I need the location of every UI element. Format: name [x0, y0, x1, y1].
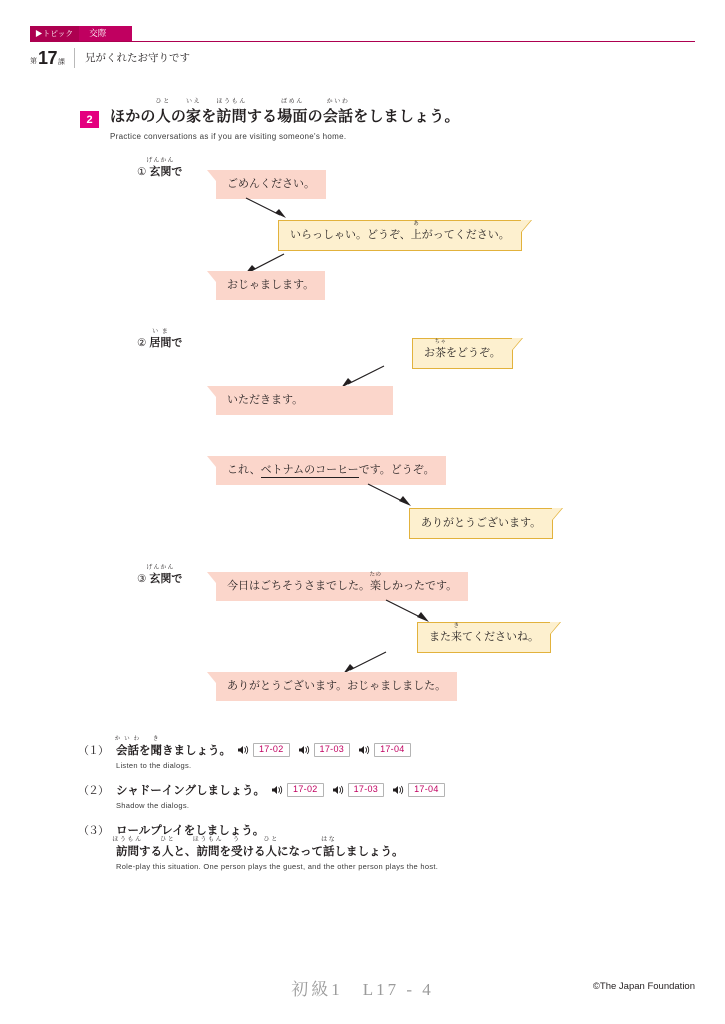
footer-page-label: 初級1 L17 - 4 [291, 980, 434, 999]
lesson-number-group [30, 48, 75, 68]
track-number: 17-02 [253, 743, 290, 758]
bubble-text: ごめんください。 [227, 178, 315, 190]
ruby-group [369, 572, 382, 594]
lesson-line [30, 41, 190, 74]
lesson-number-label: 17 [38, 47, 58, 68]
dialog-bubble-guest-1 [216, 170, 326, 199]
ruby-group [410, 221, 422, 243]
instruction-number-1: （１） [78, 745, 108, 757]
audio-chip[interactable] [237, 743, 290, 758]
ruby-text: あ [413, 221, 420, 227]
audio-chip[interactable] [392, 783, 445, 798]
lesson-title: 兄がくれたお守りです [85, 52, 191, 64]
ruby-group: ほうもん 訪問 [116, 843, 139, 859]
instruction-number-2: （２） [78, 785, 108, 797]
page-footer [0, 975, 725, 1015]
audio-chip[interactable] [358, 743, 411, 758]
scene-number: ② [137, 337, 147, 349]
track-number: 17-04 [374, 743, 411, 758]
instruction-english-3: Role-play this situation. One person plays the guest, and the other person plays the host. [116, 862, 439, 871]
instruction-3 [78, 822, 678, 871]
ruby-text: ひと [155, 99, 171, 105]
dialog-bubble-guest-6 [216, 672, 457, 701]
ruby-text: たの [369, 572, 382, 578]
bubble-text: ありがとうございます。 [421, 517, 542, 529]
ruby-text: き [152, 736, 160, 742]
scene-number: ③ [137, 573, 147, 585]
scene-place-tail: で [171, 573, 183, 585]
ruby-text: う [232, 837, 241, 843]
title-part: ほかの [110, 108, 156, 125]
ruby-text: げんかん [146, 565, 175, 571]
ruby-text: ひと [160, 837, 176, 843]
scene-place [149, 329, 172, 350]
scene-label-1 [137, 158, 183, 179]
ruby-group: ほうもん 訪問 [197, 843, 220, 859]
ruby-group [150, 736, 163, 758]
instruction-number-3: （３） [78, 825, 108, 837]
section-number-badge: 2 [80, 111, 99, 128]
track-number: 17-04 [408, 783, 445, 798]
instruction-text-2: シャドーイングしましょう。 [116, 785, 266, 797]
dialog-bubble-guest-2 [216, 271, 325, 300]
ruby-text: げんかん [146, 158, 175, 164]
ruby-base: 来 [451, 631, 462, 643]
scene-place-base: 玄関 [149, 573, 172, 585]
scene-place [146, 158, 175, 179]
ruby-base: 楽 [370, 580, 381, 592]
scene-place-tail: で [171, 337, 183, 349]
lesson-prefix-label: 第 [30, 57, 37, 65]
scene-label-3 [137, 565, 183, 586]
ruby-text: ほうもん [192, 837, 224, 843]
scene-place-tail: で [171, 166, 183, 178]
topic-tab [30, 26, 132, 41]
ruby-text: かいわ [326, 99, 350, 105]
speaker-icon [271, 784, 284, 796]
speaker-icon [298, 744, 311, 756]
audio-chip[interactable] [298, 743, 351, 758]
ruby-base: 茶 [435, 347, 446, 359]
dialog-bubble-guest-5: 今日はごちそうさまでした。 たの 楽しかったです。 [216, 572, 468, 601]
ruby-text: ひと [263, 837, 279, 843]
scene-number: ① [137, 166, 147, 178]
title-part: の [170, 108, 187, 125]
lesson-suffix-label: 課 [58, 58, 66, 66]
instruction-text-3-line2: ほうもん 訪問する ひと 人と、 ほうもん 訪問を う 受ける ひと 人になって はな 話しましょう。 [116, 843, 678, 859]
scene-place-base: 玄関 [149, 166, 172, 178]
ruby-text: いえ [186, 99, 202, 105]
ruby-group [451, 623, 462, 645]
inst-mid: を [139, 745, 151, 757]
instruction-2 [78, 782, 678, 810]
ruby-group: う 受 [231, 843, 243, 859]
title-part: かいわ 会話 [322, 99, 354, 125]
ruby-group [434, 339, 447, 361]
title-part: ひと 人 [155, 99, 171, 125]
ruby-text: ほうもん [216, 99, 247, 105]
scene-label-2 [137, 329, 183, 350]
title-part: する [246, 108, 278, 125]
section-heading-block [80, 99, 680, 141]
arrow-down-right-3 [384, 598, 432, 624]
title-part: の [307, 108, 323, 125]
dialog-bubble-host-1: いらっしゃい。どうぞ、 あ 上がってください。 [278, 220, 522, 251]
track-number: 17-03 [348, 783, 385, 798]
ruby-text: ちゃ [434, 339, 447, 345]
title-part: いえ 家 [186, 99, 202, 125]
dialog-bubble-guest-4: これ、ベトナムのコーヒーです。どうぞ。 [216, 456, 446, 485]
ruby-group: ひと 人 [162, 843, 174, 859]
speaker-icon [392, 784, 405, 796]
ruby-base: 会話 [116, 745, 139, 757]
instruction-english-1: Listen to the dialogs. [116, 761, 192, 770]
ruby-text: ばめん [281, 99, 304, 105]
title-part: ばめん 場面 [277, 99, 308, 125]
footer-copyright: ©The Japan Foundation [592, 981, 695, 992]
ruby-group: はな 話 [323, 843, 335, 859]
ruby-base: 聞 [150, 745, 162, 757]
instruction-text-3: ロールプレイをしましょう。 [116, 825, 265, 837]
dialog-bubble-host-2: お ちゃ 茶をどうぞ。 [412, 338, 513, 369]
dialog-bubble-host-4: また き 来てくださいね。 [417, 622, 551, 653]
arrow-down-right-1 [244, 196, 288, 220]
ruby-text: はな [321, 837, 337, 843]
speaker-icon [332, 784, 345, 796]
arrow-down-right-2 [366, 482, 414, 508]
dialog-bubble-host-3 [409, 508, 553, 539]
instructions-list [78, 736, 678, 875]
bubble-text: ありがとうございます。おじゃましました。 [227, 680, 447, 692]
section-title [110, 99, 460, 127]
ruby-text: い ま [152, 329, 169, 335]
ruby-base: 上 [410, 229, 422, 241]
scene-place [146, 565, 175, 586]
dialog-bubble-guest-3 [216, 386, 393, 415]
ruby-text: ほうもん [112, 837, 143, 843]
instruction-english-2: Shadow the dialogs. [116, 801, 190, 810]
track-number: 17-02 [287, 783, 324, 798]
ruby-text: き [453, 623, 460, 629]
instruction-1 [78, 736, 678, 770]
scene-place-base: 居間 [149, 337, 172, 349]
topic-marker-label: ▶トピック [30, 26, 79, 41]
bubble-text: おじゃまします。 [227, 279, 315, 291]
audio-track-group-2 [271, 783, 453, 798]
bubble-text: いただきます。 [227, 394, 304, 406]
speaker-icon [237, 744, 250, 756]
page-header [30, 26, 695, 74]
ruby-text: か い わ [114, 736, 141, 742]
underlined-phrase: ベトナムのコーヒー [260, 464, 359, 476]
audio-chip[interactable] [271, 783, 324, 798]
ruby-group [114, 736, 141, 758]
speaker-icon [358, 744, 371, 756]
ruby-group: ひと 人 [266, 843, 278, 859]
title-part: を [201, 108, 217, 125]
topic-name-label: 交際 [79, 26, 132, 41]
section-subtitle: Practice conversations as if you are visiting someone's home. [110, 132, 347, 141]
title-part: ほうもん 訪問 [216, 99, 247, 125]
audio-chip[interactable] [332, 783, 385, 798]
instruction-text-1: か い わ 会話を き 聞きましょう。 [114, 736, 231, 757]
track-number: 17-03 [314, 743, 351, 758]
audio-track-group-1 [237, 743, 419, 758]
title-part: をしましょう。 [353, 108, 460, 125]
